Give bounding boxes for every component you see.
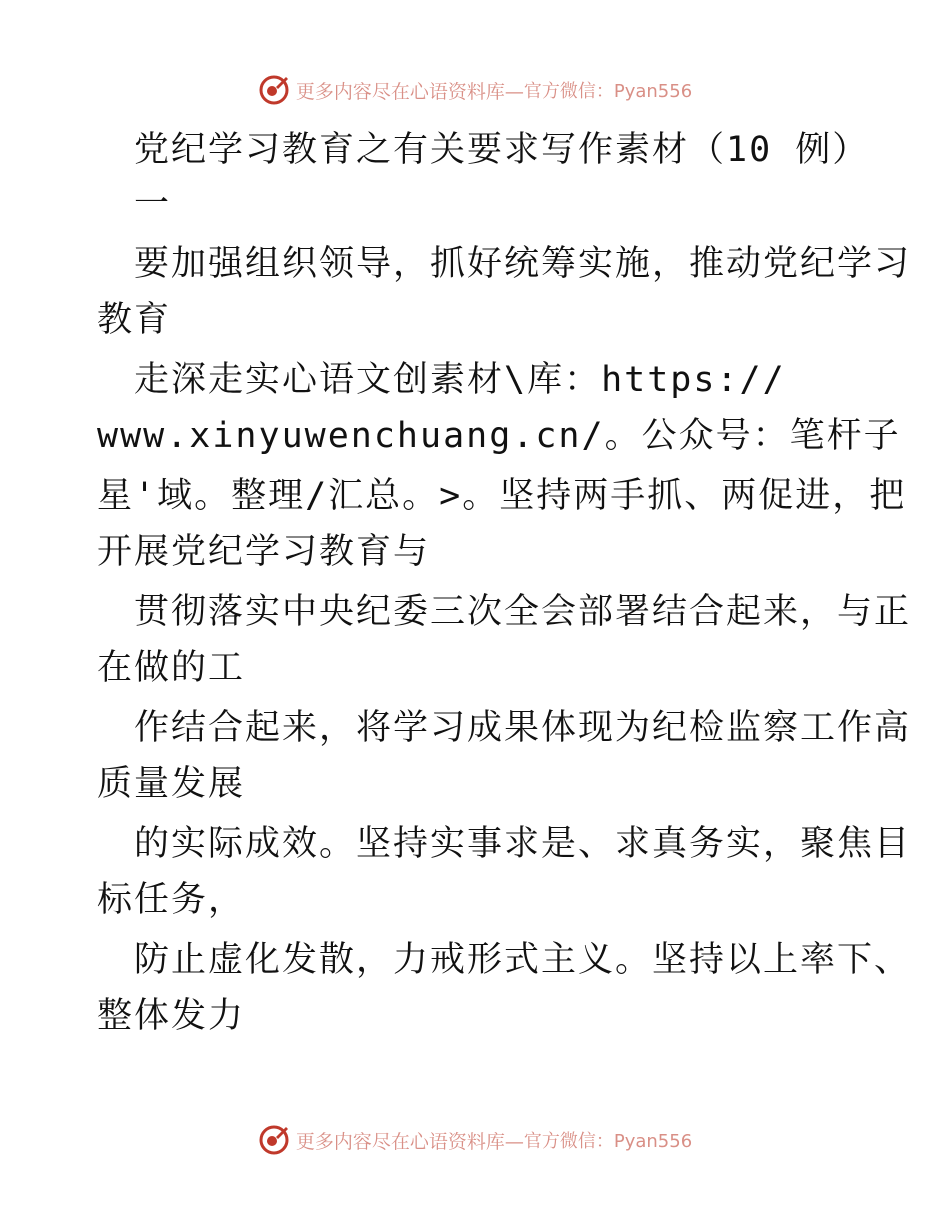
doc-line: 一 [97,184,172,224]
doc-line: 开展党纪学习教育与 [97,532,431,572]
doc-line: 要加强组织领导，抓好统筹实施，推动党纪学习 [97,244,912,284]
doc-line: 走深走实心语文创素材\库：https:// [97,360,786,400]
footer-banner [0,1120,950,1160]
doc-line: 的实际成效。坚持实事求是、求真务实，聚焦目 [97,824,912,864]
banner-wechat: 官方微信：Pyan556 [523,1131,693,1152]
doc-line: 星'域。整理/汇总。>。坚持两手抓、两促进，把 [97,476,907,516]
header-banner [0,70,950,110]
doc-line: 作结合起来，将学习成果体现为纪检监察工作高 [97,708,912,748]
doc-title: 党纪学习教育之有关要求写作素材（10 例） [97,130,870,170]
brand-logo-icon [258,74,290,106]
banner-text: 更多内容尽在心语资料库— [295,80,524,103]
doc-line: 标任务， [97,880,246,920]
doc-line: 质量发展 [97,764,246,804]
doc-line: 在做的工 [97,648,246,688]
doc-line: 贯彻落实中央纪委三次全会部署结合起来，与正 [97,592,912,632]
doc-line: 防止虚化发散，力戒形式主义。坚持以上率下、 [97,940,912,980]
doc-line: 教育 [97,300,172,340]
doc-line: www.xinyuwenchuang.cn/。公众号：笔杆子 [97,416,901,456]
doc-line: 整体发力 [97,996,246,1036]
banner-text: 更多内容尽在心语资料库— [295,1130,524,1153]
brand-logo-icon [258,1124,290,1156]
banner-wechat: 官方微信：Pyan556 [523,81,693,102]
